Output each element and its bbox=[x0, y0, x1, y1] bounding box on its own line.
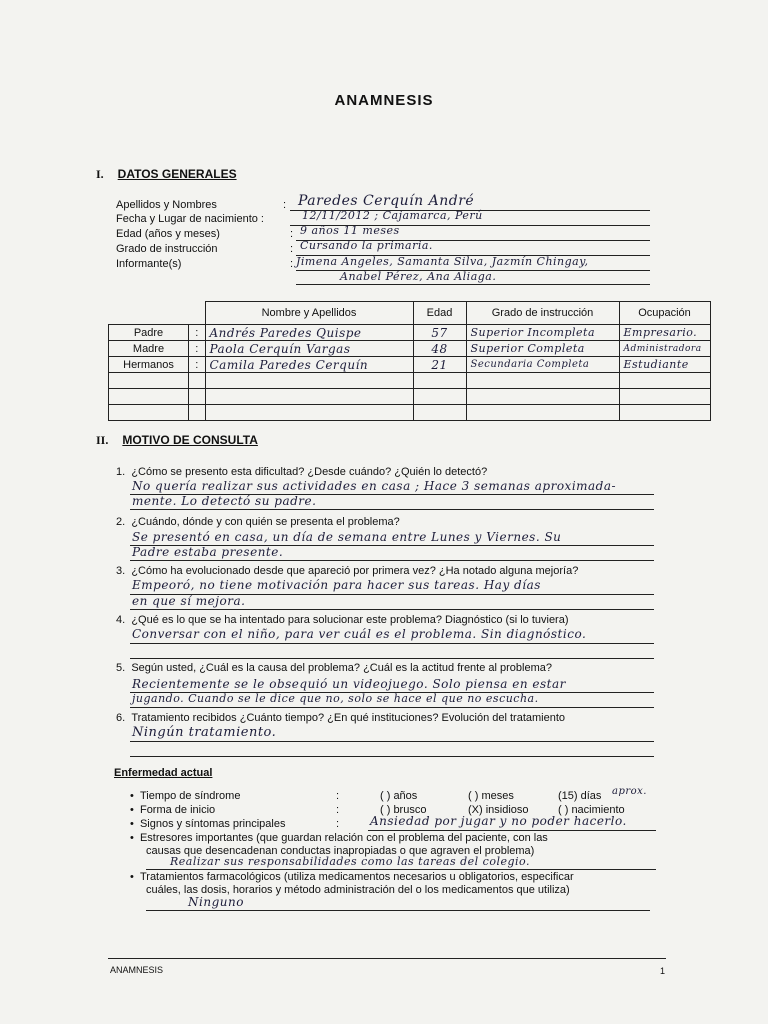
row-role: Hermanos bbox=[109, 357, 189, 373]
tiempo-note: aprox. bbox=[612, 786, 647, 797]
question-1: 1. ¿Cómo se presento esta dificultad? ¿Desde cuándo? ¿Quién lo detectó? bbox=[116, 466, 488, 478]
family-table bbox=[108, 301, 711, 421]
page-title: ANAMNESIS bbox=[334, 92, 434, 109]
row-role: Madre bbox=[109, 341, 189, 357]
footer-label: ANAMNESIS bbox=[110, 965, 164, 975]
bullet-signos: • Signos y síntomas principales bbox=[130, 818, 286, 830]
row-occupation: Administradora bbox=[619, 341, 710, 357]
field-value-fecha: 12/11/2012 ; Cajamarca, Perú bbox=[302, 209, 483, 222]
answer-2-line1: Se presentó en casa, un día de semana entre Lunes y Viernes. Su bbox=[132, 530, 562, 544]
section-2-title: MOTIVO DE CONSULTA bbox=[122, 433, 258, 447]
tratamientos-value: Ninguno bbox=[188, 895, 244, 909]
answer-5-line2: jugando. Cuando se le dice que no, solo se hace el que no escucha. bbox=[132, 692, 539, 705]
answer-3-line2: en que sí mejora. bbox=[132, 594, 246, 608]
row-grade: Secundaria Completa bbox=[466, 357, 619, 373]
table-header-row bbox=[109, 302, 711, 325]
row-age: 48 bbox=[413, 341, 466, 357]
table-row: Madre : Paola Cerquín Vargas 48 Superior Completa Administradora bbox=[109, 341, 711, 357]
row-occupation: Empresario. bbox=[619, 325, 710, 341]
table-row: Hermanos : Camila Paredes Cerquín 21 Secundaria Completa Estudiante bbox=[109, 357, 711, 373]
table-header-age: Edad bbox=[413, 302, 466, 325]
answer-4-line1: Conversar con el niño, para ver cuál es el problema. Sin diagnóstico. bbox=[132, 627, 587, 641]
option-dias: (15) días bbox=[558, 790, 602, 802]
row-role: Padre bbox=[109, 325, 189, 341]
table-row-empty bbox=[109, 373, 711, 389]
table-header-grade: Grado de instrucción bbox=[466, 302, 619, 325]
answer-1-line1: No quería realizar sus actividades en casa ; Hace 3 semanas aproximada- bbox=[132, 479, 617, 493]
option-anos: ( ) años bbox=[380, 790, 418, 802]
field-value-grado: Cursando la primaria. bbox=[300, 239, 433, 252]
field-colon: : bbox=[290, 258, 294, 270]
answer-2-line2: Padre estaba presente. bbox=[132, 545, 284, 559]
bullet-tiempo: • Tiempo de síndrome bbox=[130, 790, 241, 802]
table-row-empty bbox=[109, 389, 711, 405]
option-brusco: ( ) brusco bbox=[380, 804, 427, 816]
field-colon: : bbox=[290, 228, 294, 240]
question-5: 5. Según usted, ¿Cuál es la causa del problema? ¿Cuál es la actitud frente al problema? bbox=[116, 662, 552, 674]
answer-5-line1: Recientemente se le obsequió un videojuego. Solo piensa en estar bbox=[132, 677, 566, 691]
field-label-nombres: Apellidos y Nombres bbox=[116, 199, 217, 211]
option-nacimiento: ( ) nacimiento bbox=[558, 804, 625, 816]
answer-3-line1: Empeoró, no tiene motivación para hacer sus tareas. Hay días bbox=[132, 578, 541, 592]
question-4: 4. ¿Qué es lo que se ha intentado para solucionar este problema? Diagnóstico (si lo tuviera) bbox=[116, 614, 569, 626]
table-header-name: Nombre y Apellidos bbox=[205, 302, 413, 325]
signos-value: Ansiedad por jugar y no poder hacerlo. bbox=[370, 814, 627, 828]
row-name: Paola Cerquín Vargas bbox=[205, 341, 413, 357]
field-label-informante: Informante(s) bbox=[116, 258, 182, 270]
row-grade: Superior Completa bbox=[466, 341, 619, 357]
field-label-grado: Grado de instrucción bbox=[116, 243, 218, 255]
field-value-informante-line2: Anabel Pérez, Ana Aliaga. bbox=[340, 270, 497, 283]
option-meses: ( ) meses bbox=[468, 790, 514, 802]
question-3: 3. ¿Cómo ha evolucionado desde que apareció por primera vez? ¿Ha notado alguna mejoría? bbox=[116, 565, 579, 577]
row-age: 57 bbox=[413, 325, 466, 341]
row-age: 21 bbox=[413, 357, 466, 373]
field-value-informante: Jimena Angeles, Samanta Silva, Jazmín Chingay, bbox=[296, 255, 589, 268]
section-1-title: DATOS GENERALES bbox=[117, 167, 237, 181]
table-header-occupation: Ocupación bbox=[619, 302, 710, 325]
row-occupation: Estudiante bbox=[619, 357, 710, 373]
answer-6-line1: Ningún tratamiento. bbox=[132, 725, 277, 740]
section-2-number: II. bbox=[96, 433, 109, 447]
answer-1-line2: mente. Lo detectó su padre. bbox=[132, 494, 317, 508]
section-1-heading bbox=[96, 167, 237, 182]
bullet-forma: • Forma de inicio bbox=[130, 804, 216, 816]
option-insidioso: (X) insidioso bbox=[468, 804, 529, 816]
field-colon: : bbox=[290, 243, 294, 255]
document-page: ANAMNESIS I. DATOS GENERALES Apellidos y Nombres Fecha y Lugar de nacimiento : Edad (años y meses) Grado de instrucción Informante(s) : : : : Paredes Cerquín André 12/11/2012 ; Cajamarca, Perú 9 años 11 meses Cursando la primaria. Jimena Angeles, Samanta Silva, Jazmín Chingay, Anabel Pérez, Ana Aliaga. Nombre y Apellidos Edad Grado de instrucción Ocupación Padre : Andrés Paredes Quispe 57 Superior Incompleta Empresario. Madre : Paola Cerquín Vargas 48 Superior Completa Administradora Hermanos : Camila Paredes Cerquín 21 Secundaria Completa Estudiante II. MOTIVO DE CONSULTA 1. ¿Cómo se presento esta dificultad? ¿Desde cuándo? ¿Quién lo detectó? No quería realizar sus actividades en casa ; Hace 3 semanas aproximada- mente. Lo detectó su padre. 2. ¿Cuándo, dónde y con quién se presenta el problema? Se presentó en casa, un día de semana entre Lunes y Viernes. Su Padre estaba presente. 3. ¿Cómo ha evolucionado desde que apareció por primera vez? ¿Ha notado alguna mejoría? Empeoró, no tiene motivación para hacer sus tareas. Hay días en que sí mejora. 4. ¿Qué es lo que se ha intentado para solucionar este problema? Diagnóstico (si lo tuviera) Conversar con el niño, para ver cuál es el problema. Sin diagnóstico. 5. Según usted, ¿Cuál es la causa del problema? ¿Cuál es la actitud frente al problema? Recientemente se le obsequió un videojuego. Solo piensa en estar jugando. Cuando se le dice que no, solo se hace el que no escucha. 6. Tratamiento recibidos ¿Cuánto tiempo? ¿En qué instituciones? Evolución del tratamiento Ningún tratamiento. Enfermedad actual • Tiempo de síndrome : ( ) años ( ) meses (15) días aprox. • Forma de inicio : ( ) brusco (X) insidioso ( ) nacimiento • Signos y síntomas principales : Ansiedad por jugar y no poder hacerlo. • Estresores importantes (que guardan relación con el problema del paciente, con las causas que desencadenan conductas inapropiadas o que agraven el problema) Realizar sus responsabilidades como las tareas del colegio. • Tratamientos farmacológicos (utiliza medicamentos necesarios u obligatorios, especificar cuáles, las dosis, horarios y método administración del o los medicamentos que utiliza) Ninguno ANAMNESIS 1 bbox=[0, 0, 768, 1024]
field-label-fecha: Fecha y Lugar de nacimiento : bbox=[116, 213, 264, 225]
bullet-estresores: • Estresores importantes (que guardan relación con el problema del paciente, con las bbox=[130, 832, 548, 844]
bullet-tratamientos: • Tratamientos farmacológicos (utiliza medicamentos necesarios u obligatorios, especificar bbox=[130, 871, 574, 883]
row-name: Andrés Paredes Quispe bbox=[205, 325, 413, 341]
question-2: 2. ¿Cuándo, dónde y con quién se presenta el problema? bbox=[116, 516, 400, 528]
tratamientos-line2: cuáles, las dosis, horarios y método administración del o los medicamentos que utiliza) bbox=[146, 884, 570, 896]
table-row: Padre : Andrés Paredes Quispe 57 Superior Incompleta Empresario. bbox=[109, 325, 711, 341]
page-number: 1 bbox=[660, 966, 666, 976]
field-colon: : bbox=[283, 199, 287, 211]
section-2-heading bbox=[96, 433, 258, 448]
estresores-line2: causas que desencadenan conductas inapropiadas o que agraven el problema) bbox=[146, 845, 535, 857]
row-name: Camila Paredes Cerquín bbox=[205, 357, 413, 373]
field-label-edad: Edad (años y meses) bbox=[116, 228, 220, 240]
enfermedad-heading: Enfermedad actual bbox=[114, 767, 213, 779]
row-grade: Superior Incompleta bbox=[466, 325, 619, 341]
field-value-edad: 9 años 11 meses bbox=[300, 224, 400, 237]
field-value-nombres: Paredes Cerquín André bbox=[298, 193, 475, 209]
estresores-value: Realizar sus responsabilidades como las tareas del colegio. bbox=[170, 855, 530, 868]
table-row-empty bbox=[109, 405, 711, 421]
section-1-number: I. bbox=[96, 167, 104, 181]
question-6: 6. Tratamiento recibidos ¿Cuánto tiempo? ¿En qué instituciones? Evolución del tratamiento bbox=[116, 712, 566, 724]
